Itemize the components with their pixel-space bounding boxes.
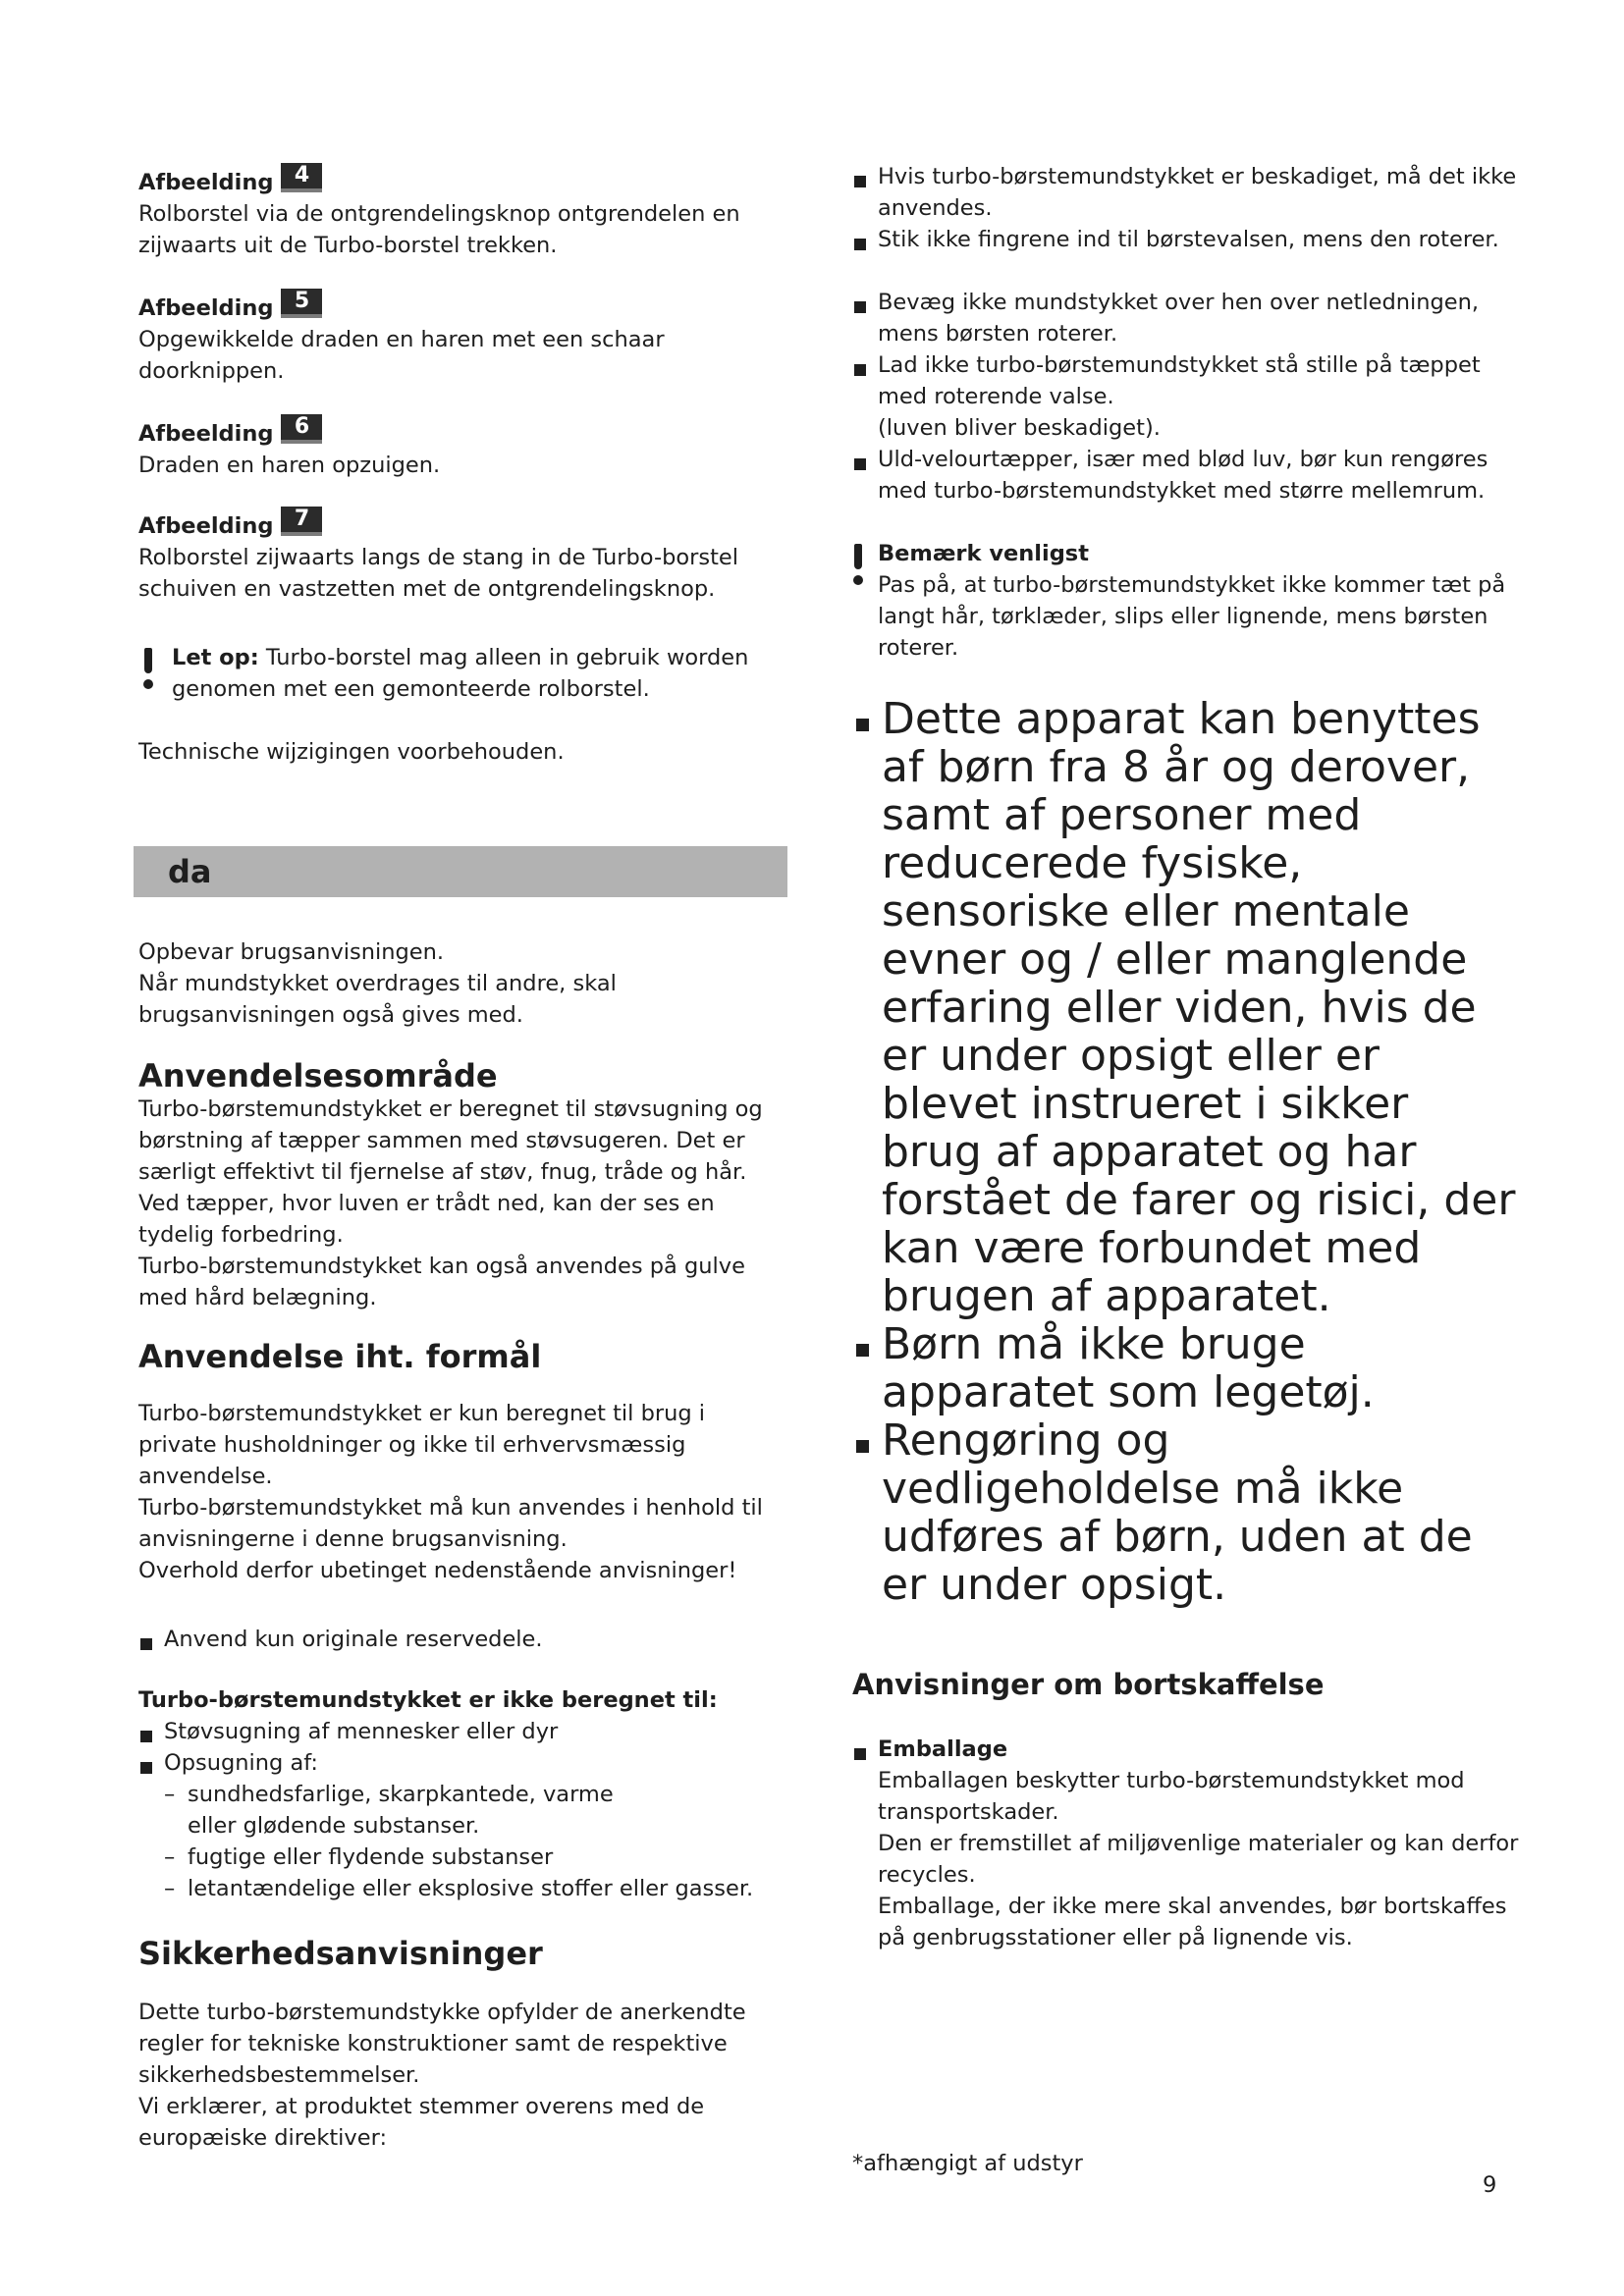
figure-6-section (138, 414, 786, 481)
caution-text (172, 642, 786, 705)
footnote: *afhængigt af udstyr (852, 2151, 1083, 2176)
bullet-text: Uld-velourtæpper, især med blød luv, bør kun rengøres med turbo-børstemundstykket med større mellemrum. (878, 447, 1489, 504)
page-number: 9 (1483, 2172, 1497, 2198)
heading-disposal: Anvisninger om bortskaffelse (852, 1668, 1325, 1701)
list-item (138, 1747, 786, 1779)
bullet-original-parts (138, 1624, 786, 1655)
list-item (852, 287, 1520, 349)
caution-notice (138, 642, 786, 705)
big-bullet-text: Rengøring og vedligeholdelse må ikke udføres af børn, uden at de er under opsigt. (882, 1415, 1473, 1610)
language-code: da (168, 853, 212, 890)
caution-label: Let op: (172, 645, 259, 670)
packaging-label: Emballage (878, 1736, 1008, 1762)
bullet-square-icon (852, 695, 882, 1320)
list-item (852, 444, 1520, 507)
heading-usage-area: Anvendelsesområde (138, 1057, 498, 1095)
bullet-text: Bevæg ikke mundstykket over hen over netledningen, mens børsten roterer. (878, 290, 1480, 347)
sub-list-item (138, 1779, 786, 1842)
figure-heading (138, 289, 786, 324)
heading-not-intended: Turbo-børstemundstykket er ikke beregnet til: (138, 1687, 718, 1713)
list-item (852, 224, 1520, 255)
intended-use-private: Turbo-børstemundstykket er kun beregnet til brug i private husholdninger og ikke til erhvervsmæssig anvendelse. (138, 1401, 706, 1489)
bullet-square-icon (852, 349, 878, 412)
bullet-text: Hvis turbo-børstemundstykket er beskadiget, må det ikke anvendes. (878, 164, 1517, 221)
figure-label: Afbeelding (138, 421, 274, 447)
technical-note: Technische wijzigingen voorbehouden. (138, 739, 565, 765)
figure-label: Afbeelding (138, 295, 274, 321)
bullet-square-icon (852, 287, 878, 349)
sub-item-text: fugtige eller flydende substanser (188, 1844, 554, 1870)
bullet-square-icon (852, 1416, 882, 1609)
figure-text: Opgewikkelde draden en haren met een schaar doorknippen. (138, 327, 665, 384)
note-content (878, 538, 1520, 664)
sub-list-item (138, 1842, 786, 1873)
dash-marker: – (164, 1844, 176, 1870)
heading-safety: Sikkerhedsanvisninger (138, 1935, 543, 1972)
sub-list-item (138, 1873, 786, 1904)
packaging-text: Den er fremstillet af miljøvenlige materialer og kan derfor recycles. (878, 1831, 1519, 1888)
intended-use-observe: Overhold derfor ubetinget nedenstående anvisninger! (138, 1558, 737, 1583)
bullet-square-icon (852, 161, 878, 224)
figure-number-badge: 4 (281, 163, 322, 192)
figure-text: Rolborstel via de ontgrendelingsknop ontgrendelen en zijwaarts uit de Turbo-borstel trekken. (138, 201, 740, 258)
bullet-text: Opsugning af: (164, 1750, 318, 1776)
bullet-square-icon (852, 1734, 878, 1953)
safety-declaration: Vi erklærer, at produktet stemmer overens med de europæiske direktiver: (138, 2094, 705, 2151)
bullet-square-icon (852, 444, 878, 507)
bullet-text: Anvend kun originale reservedele. (164, 1627, 543, 1652)
figure-label: Afbeelding (138, 170, 274, 195)
figure-number-badge: 7 (281, 507, 322, 536)
exclamation-icon (138, 642, 172, 705)
pile-damage-note: (luven bliver beskadiget). (878, 415, 1161, 441)
list-item (138, 1716, 786, 1747)
figure-number-badge: 5 (281, 289, 322, 318)
packaging-text: Emballage, der ikke mere skal anvendes, bør bortskaffes på genbrugsstationer eller på lignende vis. (878, 1894, 1507, 1950)
dash-marker: – (164, 1782, 176, 1807)
list-item (852, 1734, 1520, 1953)
bullet-square-icon (852, 224, 878, 255)
heading-intended-use: Anvendelse iht. formål (138, 1338, 542, 1375)
list-item (852, 161, 1520, 224)
bullet-square-icon (138, 1716, 164, 1747)
intro-keep-manual: Opbevar brugsanvisningen. (138, 939, 445, 965)
figure-text: Rolborstel zijwaarts langs de stang in de Turbo-borstel schuiven en vastzetten met de ontgrendelingsknop. (138, 545, 739, 602)
figure-5-section (138, 289, 786, 387)
usage-area-paragraph: Turbo-børstemundstykket er beregnet til støvsugning og børstning af tæpper sammen med støvsugeren. Det er særligt effektivt til fjernelse af støv, fnug, tråde og hår. Ved tæpper, hvor luven er trådt ned, kan der ses en tydelig forbedring. (138, 1096, 763, 1248)
bullet-square-icon (138, 1624, 164, 1655)
language-section-band (134, 846, 787, 897)
figure-heading (138, 507, 786, 542)
figure-text: Draden en haren opzuigen. (138, 453, 441, 478)
note-label: Bemærk venligst (878, 541, 1089, 566)
intro-pass-on: Når mundstykket overdrages til andre, skal brugsanvisningen også gives med. (138, 971, 617, 1028)
figure-label: Afbeelding (138, 513, 274, 539)
intended-use-manual: Turbo-børstemundstykket må kun anvendes i henhold til anvisningerne i denne brugsanvisning. (138, 1495, 763, 1552)
sub-item-text: sundhedsfarlige, skarpkantede, varme eller glødende substanser. (188, 1782, 614, 1839)
dash-marker: – (164, 1876, 176, 1901)
figure-number-badge: 6 (281, 414, 322, 444)
bullet-text: Støvsugning af mennesker eller dyr (164, 1719, 559, 1744)
packaging-content (878, 1734, 1520, 1953)
sub-item-text: letantændelige eller eksplosive stoffer eller gasser. (188, 1876, 754, 1901)
child-safety-bullet (852, 695, 1520, 1320)
usage-area-hard-floors: Turbo-børstemundstykket kan også anvendes på gulve med hård belægning. (138, 1254, 745, 1310)
big-bullet-text: Dette apparat kan benyttes af børn fra 8 år og derover, samt af personer med reducerede fysiske, sensoriske eller mentale evner og / eller manglende erfaring eller viden, hvis de er under opsigt eller er blevet instrueret i sikker brug af apparatet og har forstået de farer og risici, der kan være forbundet med brugen af apparatet. (882, 694, 1516, 1321)
bullet-square-icon (852, 1320, 882, 1416)
figure-heading (138, 414, 786, 450)
safety-paragraph: Dette turbo-børstemundstykke opfylder de anerkendte regler for tekniske konstruktioner samt de respektive sikkerhedsbestemmelser. (138, 2000, 746, 2088)
bullet-text: Stik ikke fingrene ind til børstevalsen, mens den roterer. (878, 227, 1499, 252)
big-bullet-text: Børn må ikke bruge apparatet som legetøj. (882, 1319, 1375, 1417)
list-item (852, 349, 1520, 412)
figure-heading (138, 163, 786, 198)
bullet-square-icon (138, 1747, 164, 1779)
note-notice (852, 538, 1520, 664)
caution-body: Turbo-borstel mag alleen in gebruik worden genomen met een gemonteerde rolborstel. (172, 645, 749, 702)
child-safety-bullet (852, 1320, 1520, 1416)
packaging-text: Emballagen beskytter turbo-børstemundstykket mod transportskader. (878, 1768, 1465, 1825)
note-text: Pas på, at turbo-børstemundstykket ikke kommer tæt på langt hår, tørklæder, slips eller lignende, mens børsten roterer. (878, 572, 1506, 661)
exclamation-icon (852, 538, 878, 664)
bullet-text: Lad ikke turbo-børstemundstykket stå stille på tæppet med roterende valse. (878, 352, 1481, 409)
child-safety-bullet (852, 1416, 1520, 1609)
figure-4-section (138, 163, 786, 261)
figure-7-section (138, 507, 786, 605)
